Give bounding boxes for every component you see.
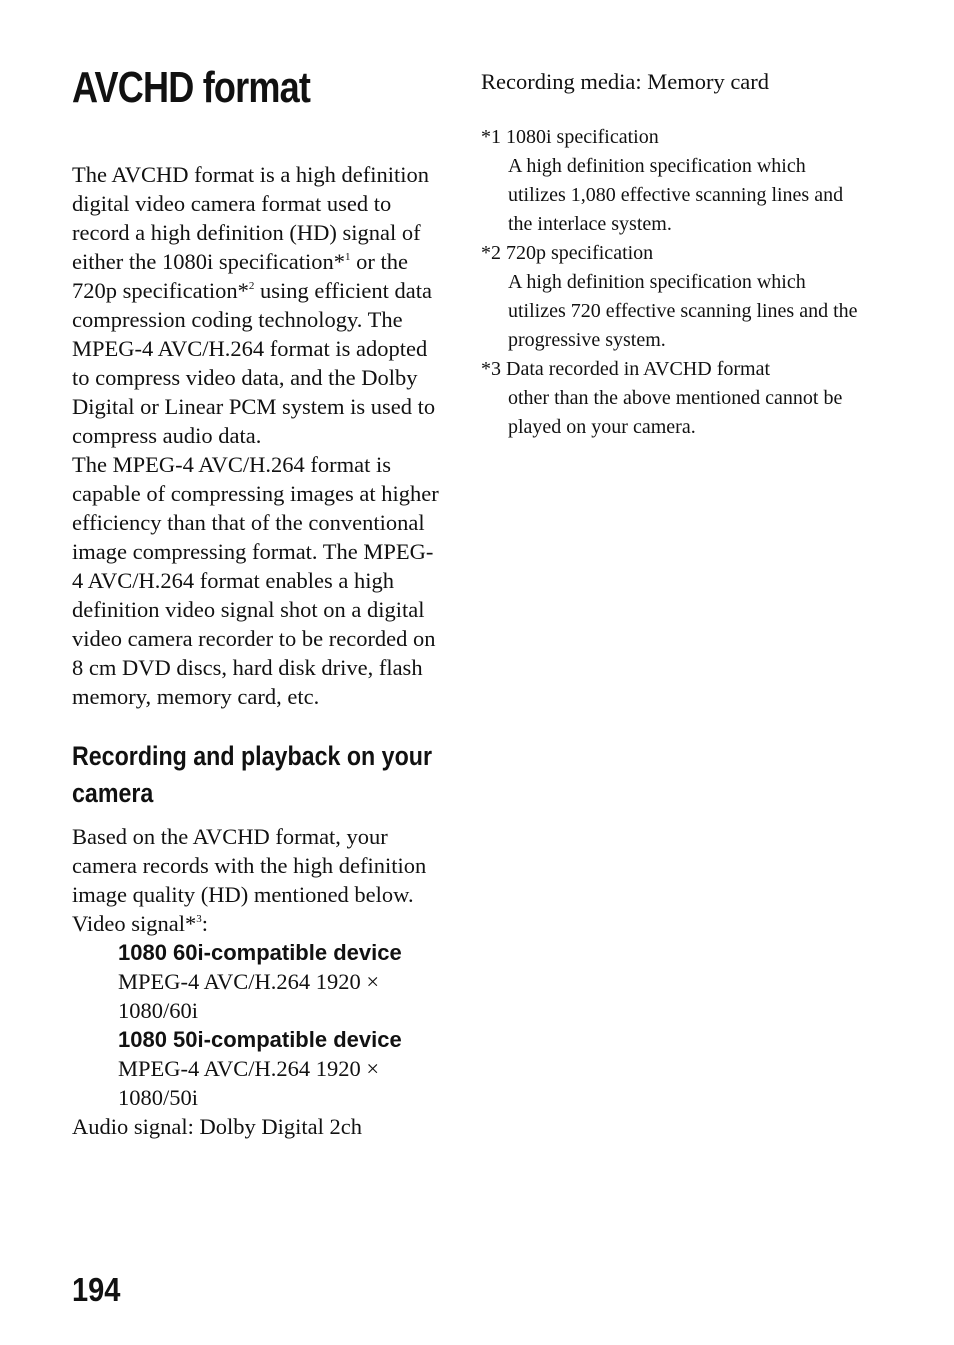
device-item xyxy=(118,938,442,1025)
footnote-heading: *3 Data recorded in AVCHD format xyxy=(481,358,771,380)
intro-paragraph-2: The MPEG-4 AVC/H.264 format is capable of compressing images at higher efficiency than that of the conventional image compressing format. The MPEG-4 AVC/H.264 format enables a high definition video signal shot on a digital video camera recorder to be recorded on 8 cm DVD discs, hard disk drive, flash memory, memory card, etc. xyxy=(72,452,439,709)
device-item xyxy=(118,1025,442,1112)
video-signal-colon: : xyxy=(201,911,209,936)
page-number: 194 xyxy=(72,1271,121,1308)
footnote-2 xyxy=(481,239,861,355)
device-spec-line: 1080/50i xyxy=(118,1085,199,1110)
recording-media: Recording media: Memory card xyxy=(481,69,770,94)
device-title: 1080 60i-compatible device xyxy=(118,940,402,965)
footnote-ref-2: 2 xyxy=(248,280,255,292)
device-title: 1080 50i-compatible device xyxy=(118,1027,402,1052)
footnote-text: other than the above mentioned cannot be played on your camera. xyxy=(508,387,843,438)
video-signal-text: Video signal* xyxy=(72,911,197,936)
footnote-3 xyxy=(481,355,861,442)
left-column xyxy=(72,160,442,1141)
footnote-text: A high definition specification which utilizes 1,080 effective scanning lines and the interlace system. xyxy=(508,155,844,235)
device-list xyxy=(72,938,442,1112)
intro-text-part-2: or the 720p specification* xyxy=(72,249,409,303)
section-heading: Recording and playback on your camera xyxy=(72,741,432,808)
right-column xyxy=(481,67,861,442)
section-paragraph: Based on the AVCHD format, your camera records with the high definition image quality (HD) mentioned below. xyxy=(72,824,427,907)
device-spec-line: 1080/60i xyxy=(118,998,199,1023)
footnote-1 xyxy=(481,123,861,239)
intro-text-part-1: The AVCHD format is a high definition digital video camera format used to record a high definition (HD) signal of either the 1080i specification* xyxy=(72,162,430,274)
audio-signal: Audio signal: Dolby Digital 2ch xyxy=(72,1114,362,1139)
footnote-heading: *1 1080i specification xyxy=(481,126,659,148)
footnote-text: A high definition specification which utilizes 720 effective scanning lines and the progressive system. xyxy=(508,271,858,351)
footnote-ref-1: 1 xyxy=(345,251,351,263)
footnote-heading: *2 720p specification xyxy=(481,242,654,264)
video-signal-label xyxy=(72,909,442,938)
intro-paragraph-1 xyxy=(72,160,442,450)
footnote-ref-3: 3 xyxy=(196,913,202,925)
page-title: AVCHD format xyxy=(72,63,311,112)
intro-text-part-3: using efficient data compression coding technology. The MPEG-4 AVC/H.264 format is adopted to compress video data, and the Dolby Digital or Linear PCM system is used to compress audio data. xyxy=(72,278,436,448)
device-spec-line: MPEG-4 AVC/H.264 1920 × xyxy=(118,969,380,994)
device-spec-line: MPEG-4 AVC/H.264 1920 × xyxy=(118,1056,380,1081)
